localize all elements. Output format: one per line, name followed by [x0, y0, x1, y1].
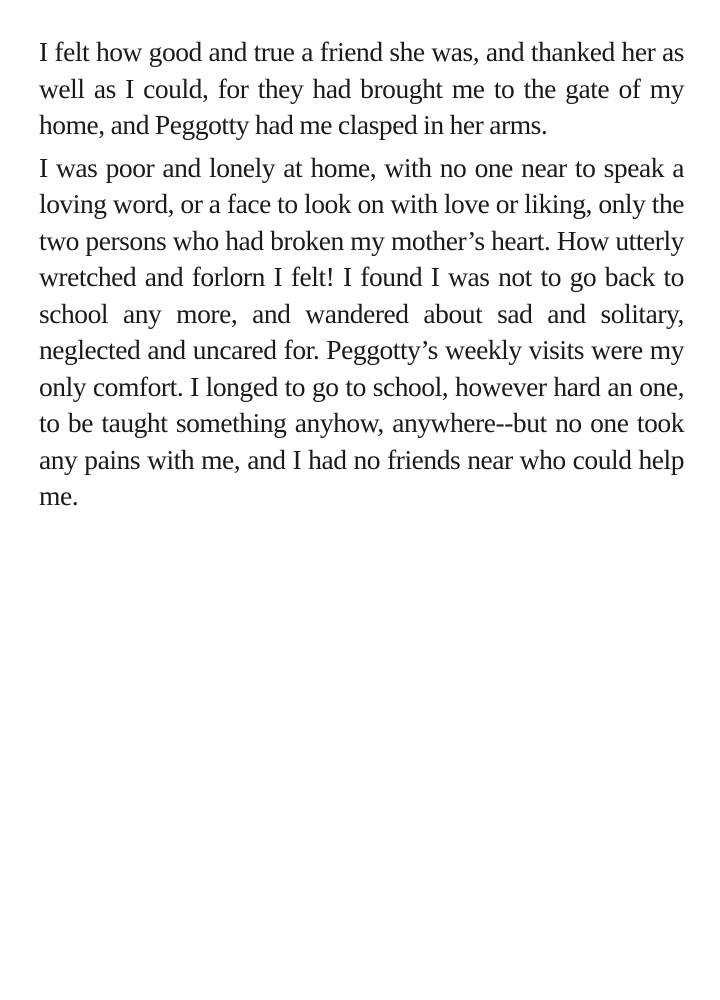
- page-text: [39, 34, 684, 521]
- paragraph-1: I felt how good and true a friend she was, and thanked her as well as I could, for they had brought me to the gate of my home, and Peggotty had me clasped in her arms.: [39, 36, 684, 140]
- paragraph-2: I was poor and lonely at home, with no one near to speak a loving word, or a face to look on with love or liking, only the two persons who had broken my mother’s heart. How utterly wretched and forlorn I felt! I found I was not to go back to school any more, and wandered about sad and solitary, neglected and uncared for. Peggotty’s weekly visits were my only comfort. I longed to go to school, however hard an one, to be taught something anyhow, anywhere--but no one took any pains with me, and I had no friends near who could help me.: [39, 151, 684, 511]
